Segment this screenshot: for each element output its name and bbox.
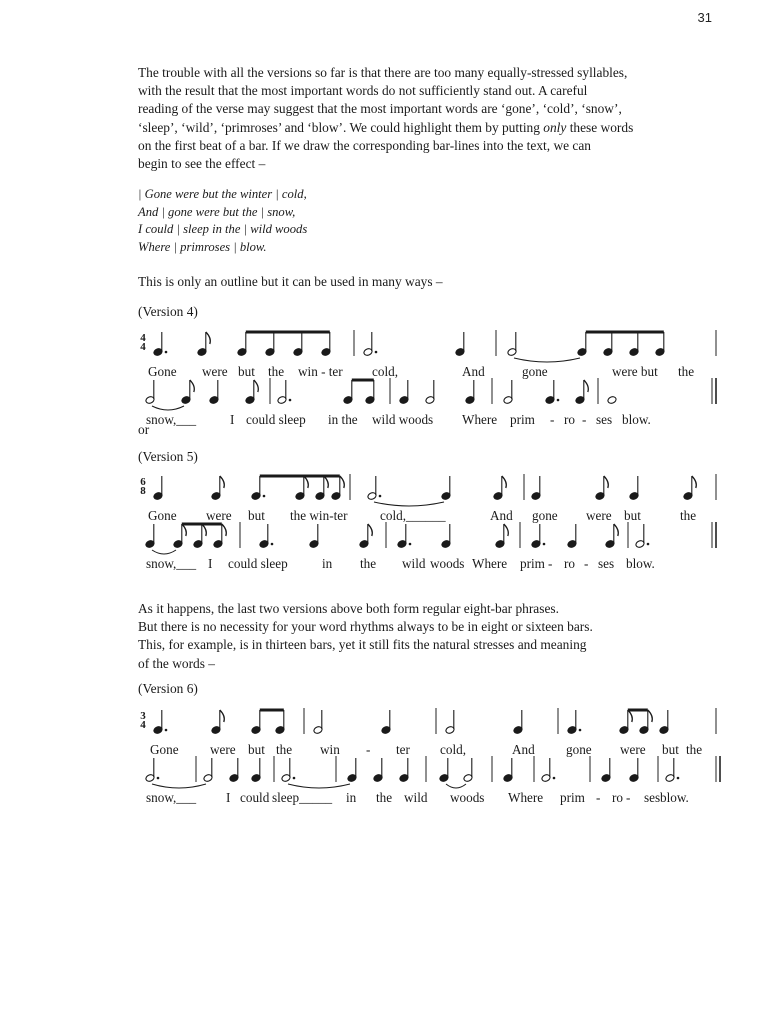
lyric-syllable: wild [402,556,426,571]
note [145,758,159,782]
lyric-syllable: the [680,508,697,523]
time-signature [138,478,148,496]
lyric-syllable: were [586,508,612,523]
lyric-syllable: And [490,508,513,523]
note [209,380,219,404]
second-line-4: of the words – [138,655,215,671]
note [251,476,265,500]
lyric-syllable: gone [566,742,592,757]
time-signature-bottom: 8 [140,485,146,497]
poem-line-1: | Gone were but the winter | cold, [138,187,307,201]
note [309,524,319,548]
lyric-syllable: wild woods [372,412,434,427]
intro-line-3: reading of the verse may suggest that the most important words are ‘gone’, ‘cold’, ‘snow’, [138,101,622,117]
rhythm-notation [140,374,730,414]
note [465,380,475,404]
poem-line-4: Where | primroses | blow. [138,239,267,254]
note [359,524,372,548]
lyric-syllable: blow. [626,556,655,571]
note [173,524,186,548]
lyric-syllable: but [248,508,265,523]
lyric-syllable: were [620,742,646,757]
note [153,332,167,356]
lyric-syllable: Gone [148,364,177,379]
second-line-3: This, for example, is in thirteen bars, yet it still fits the natural stresses and meaning [138,637,587,653]
note [313,710,323,734]
note [237,332,247,356]
note [577,332,587,356]
lyric-syllable: the [678,364,695,379]
note [531,476,541,500]
rhythm-notation [140,326,730,366]
lyric-syllable: were [202,364,228,379]
lyric-syllable: - [550,412,555,427]
second-line-2: But there is no necessity for your word rhythms always to be in eight or sixteen bars. [138,619,593,635]
intro-paragraph [138,64,708,173]
rhythm-notation [140,704,730,744]
note [259,524,273,548]
lyric-syllable: - [548,556,553,571]
time-signature-top: 3 [140,710,146,722]
note [545,380,559,404]
tie [152,550,176,554]
note [211,476,224,500]
time-signature [138,712,148,730]
time-signature-bottom: 4 [140,719,146,731]
lyric-syllable: blow. [660,790,689,805]
lyric-syllable: gone [532,508,558,523]
note [365,380,375,404]
note [605,524,618,548]
note [251,710,261,734]
note [213,524,226,548]
lyric-syllable: prim [520,556,545,571]
poem-line-2: And | gone were but the | snow, [138,204,296,219]
lyric-syllable: were [206,508,232,523]
note [635,524,649,548]
lyric-syllable: ro [564,412,575,427]
lyric-syllable: - [596,790,601,805]
note [531,524,545,548]
lyric-syllable: but [662,742,679,757]
second-paragraph [138,600,708,673]
or-label: or [138,422,150,437]
note [343,380,353,404]
lyric-syllable: Where [508,790,544,805]
lyric-syllable: Where [472,556,508,571]
lyric-syllable: gone [522,364,548,379]
lyric-syllable: - [626,790,631,805]
version-4-label: (Version 4) [138,304,198,319]
intro-line-4a: ‘sleep’, ‘wild’, ‘primroses’ and ‘blow’. We could highlight them by putting [138,119,544,135]
lyric-syllable: woods [430,556,465,571]
lyric-syllable: were but [612,364,658,379]
note [145,380,155,404]
final-barline [712,378,716,404]
note [281,758,295,782]
lyric-syllable: the win-ter [290,508,348,523]
note [315,476,328,500]
lyric-syllable: sleep_____ [272,790,333,805]
note [575,380,588,404]
lyric-syllable: And [512,742,535,757]
lyric-syllable: snow,___ [146,556,197,571]
note [293,332,303,356]
final-barline [716,756,720,782]
lyric-syllable: I [230,412,235,427]
version-6-line-2 [140,752,730,808]
tie [152,406,184,410]
lyric-syllable: win [320,742,340,757]
note [265,332,275,356]
note [181,380,194,404]
lyric-syllable: ses [644,790,661,805]
note [211,710,224,734]
lyric-syllable: the [360,556,377,571]
intro-line-5: on the first beat of a bar. If we draw the corresponding bar-lines into the text, we can [138,137,591,153]
note [619,710,632,734]
lyric-syllable: but [624,508,641,523]
note [425,380,435,404]
note [493,476,506,500]
time-signature-bottom: 4 [140,341,146,353]
lyric-syllable: the [686,742,703,757]
note [441,476,451,500]
lyric-syllable: I [208,556,213,571]
note [567,710,581,734]
lyric-syllable: ses [598,556,615,571]
lyric-syllable: And [462,364,485,379]
note [331,476,344,500]
lyric-syllable: could sleep [246,412,306,427]
note [439,758,449,782]
lyric-syllable: prim [510,412,535,427]
intro-emphasis-only: only [543,119,567,135]
lyric-syllable: blow. [622,412,651,427]
note [603,332,613,356]
lyric-syllable: ter [396,742,410,757]
lyric-syllable: ses [596,412,613,427]
lyric-syllable: could [240,790,270,805]
lyric-syllable: but [238,364,255,379]
note [507,332,517,356]
poem-line-3: I could | sleep in the | wild woods [138,222,308,237]
note [277,380,291,404]
lyric-syllable: woods [450,790,485,805]
lyric-syllable: were [210,742,236,757]
rhythm-notation [140,518,730,558]
note [363,332,377,356]
time-signature-top: 6 [140,476,146,488]
note [607,396,617,405]
note [683,476,696,500]
note [381,710,391,734]
poem-with-barlines [138,186,307,256]
lyric-syllable: Where [462,412,498,427]
lyric-syllable: prim [560,790,585,805]
note [203,758,213,782]
note [541,758,555,782]
note [275,710,285,734]
note [251,758,261,782]
note [445,710,455,734]
lyric-syllable: the [276,742,293,757]
note [463,758,473,782]
lyric-syllable: snow,___ [146,412,197,427]
note [595,476,608,500]
note [399,758,409,782]
lyric-syllable: in [322,556,333,571]
lyric-syllable: the [376,790,393,805]
lyric-syllable: cold, [440,742,467,757]
note [373,758,383,782]
note [197,332,210,356]
note [295,476,308,500]
note [655,332,665,356]
tie [374,502,444,506]
lyric-syllable: - [366,742,371,757]
lyric-syllable: win - ter [298,364,343,379]
lyric-syllable: in [346,790,357,805]
note [629,332,639,356]
intro-line-1: The trouble with all the versions so far is that there are too many equally-stressed syllables, [138,65,628,80]
note [153,476,163,500]
lyric-syllable: - [584,556,589,571]
intro-line-2: with the result that the most important words do not sufficiently stand out. A careful [138,83,588,99]
lyric-syllable: I [226,790,231,805]
note [503,758,513,782]
note [347,758,357,782]
note [455,332,465,356]
note [367,476,381,500]
note [229,758,239,782]
lyric-syllable: Gone [150,742,179,757]
lyric-syllable: cold,______ [380,508,446,523]
note [193,524,206,548]
note [601,758,611,782]
version-5-label: (Version 5) [138,449,198,464]
lyric-syllable: ro [564,556,575,571]
outline-sentence: This is only an outline but it can be used in many ways – [138,274,443,289]
lyric-syllable: in the [328,412,358,427]
intro-line-6: begin to see the effect – [138,156,266,172]
note [397,524,411,548]
lyric-syllable: Gone [148,508,177,523]
note [245,380,258,404]
second-line-1: As it happens, the last two versions above both form regular eight-bar phrases. [138,601,559,616]
note [513,710,523,734]
lyric-syllable: wild [404,790,428,805]
version-4-line-2 [140,374,730,430]
intro-line-4b: these words [566,119,634,135]
final-barline [712,522,716,548]
note [399,380,409,404]
note [629,476,639,500]
lyric-syllable: snow,___ [146,790,197,805]
lyric-syllable: but [248,742,265,757]
version-6-label: (Version 6) [138,681,198,696]
note [321,332,331,356]
note [441,524,451,548]
lyric-syllable: cold, [372,364,399,379]
rhythm-notation [140,470,730,510]
tie [152,784,206,788]
lyric-syllable: the [268,364,285,379]
note [665,758,679,782]
version-5-line-2 [140,518,730,574]
time-signature [138,334,148,352]
note [639,710,652,734]
tie [288,784,350,788]
note [145,524,155,548]
lyric-syllable: ro [612,790,623,805]
note [153,710,167,734]
lyric-syllable: - [582,412,587,427]
rhythm-notation [140,752,730,792]
note [495,524,508,548]
note [659,710,669,734]
time-signature-top: 4 [140,332,146,344]
note [567,524,577,548]
note [629,758,639,782]
tie [446,784,466,788]
tie [514,358,580,362]
page-number: 31 [697,10,712,25]
lyric-syllable: could sleep [228,556,288,571]
note [503,380,513,404]
